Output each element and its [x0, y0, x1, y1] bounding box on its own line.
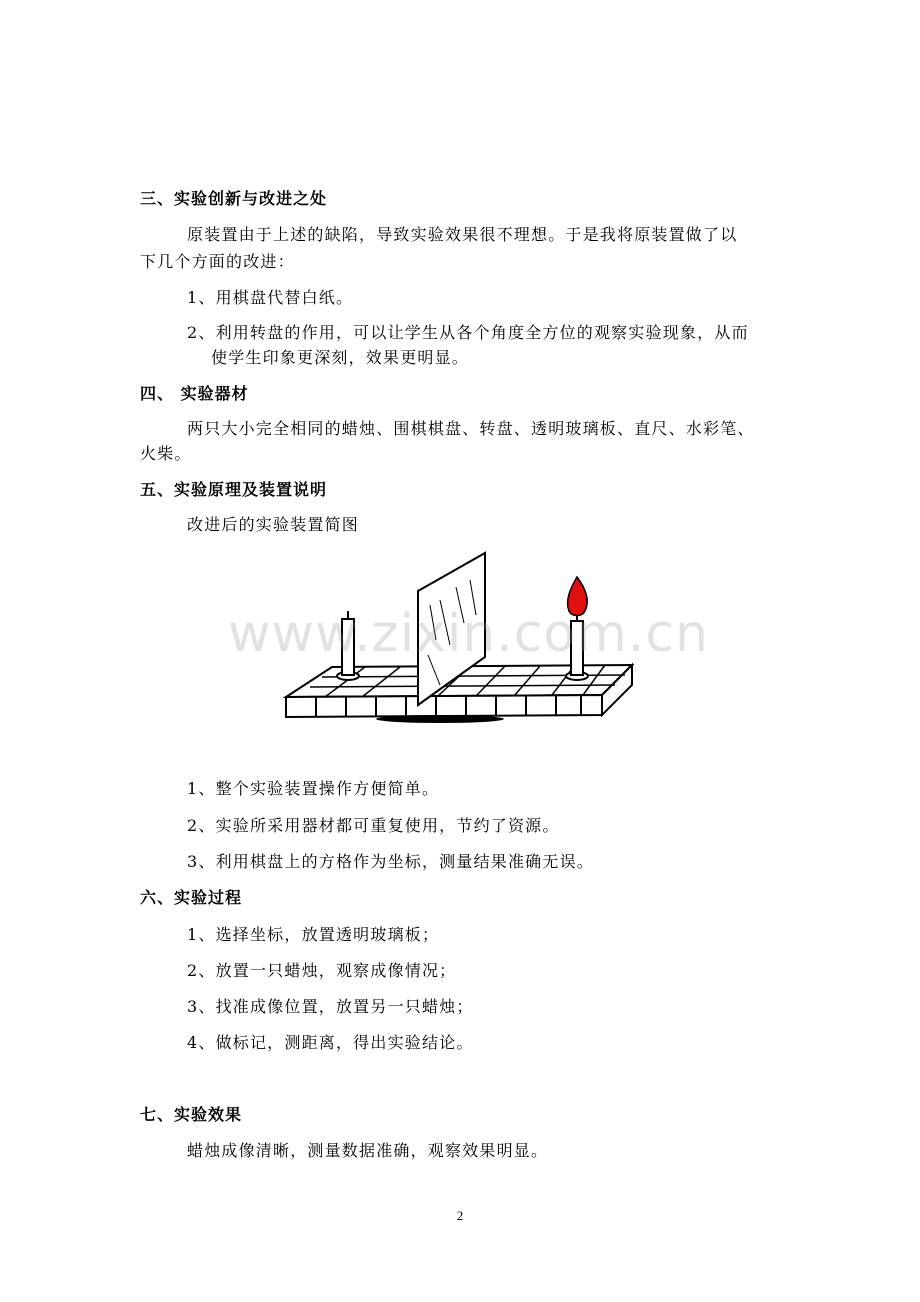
section3-item-1: 1、用棋盘代替白纸。	[187, 288, 354, 307]
section4-paragraph-line1: 两只大小完全相同的蜡烛、围棋棋盘、转盘、透明玻璃板、直尺、水彩笔、	[187, 419, 755, 438]
section6-item-1: 1、选择坐标，放置透明玻璃板；	[187, 925, 440, 944]
section3-paragraph-line1: 原装置由于上述的缺陷，导致实验效果很不理想。于是我将原装置做了以	[187, 225, 738, 244]
section3-paragraph-line2: 下几个方面的改进：	[140, 252, 295, 271]
section5-item-1: 1、整个实验装置操作方便简单。	[187, 779, 440, 798]
section4-heading: 四、 实验器材	[140, 384, 249, 403]
section3-item-2-line2: 使学生印象更深刻，效果更明显。	[211, 348, 470, 367]
section6-item-2: 2、放置一只蜡烛，观察成像情况；	[187, 961, 457, 980]
turntable	[376, 715, 504, 723]
section6-item-3: 3、找准成像位置，放置另一只蜡烛；	[187, 997, 474, 1016]
section7-heading: 七、实验效果	[140, 1105, 243, 1124]
section4-paragraph-line2: 火柴。	[140, 444, 192, 463]
section6-heading: 六、实验过程	[140, 888, 243, 907]
section6-item-4: 4、做标记，测距离，得出实验结论。	[187, 1033, 474, 1052]
section5-heading: 五、实验原理及装置说明	[140, 480, 328, 499]
page-number: 2	[456, 1208, 464, 1223]
figure-caption: 改进后的实验装置简图	[187, 515, 360, 534]
chessboard-front	[286, 695, 602, 717]
watermark: www.zixin.com.cn	[228, 604, 709, 664]
section5-item-2: 2、实验所采用器材都可重复使用，节约了资源。	[187, 816, 560, 835]
section3-heading: 三、实验创新与改进之处	[140, 189, 328, 208]
section7-paragraph: 蜡烛成像清晰，测量数据准确，观察效果明显。	[187, 1141, 549, 1160]
section5-item-3: 3、利用棋盘上的方格作为坐标，测量结果准确无误。	[187, 852, 594, 871]
section3-item-2-line1: 2、利用转盘的作用，可以让学生从各个角度全方位的观察实验现象，从而	[187, 323, 749, 342]
